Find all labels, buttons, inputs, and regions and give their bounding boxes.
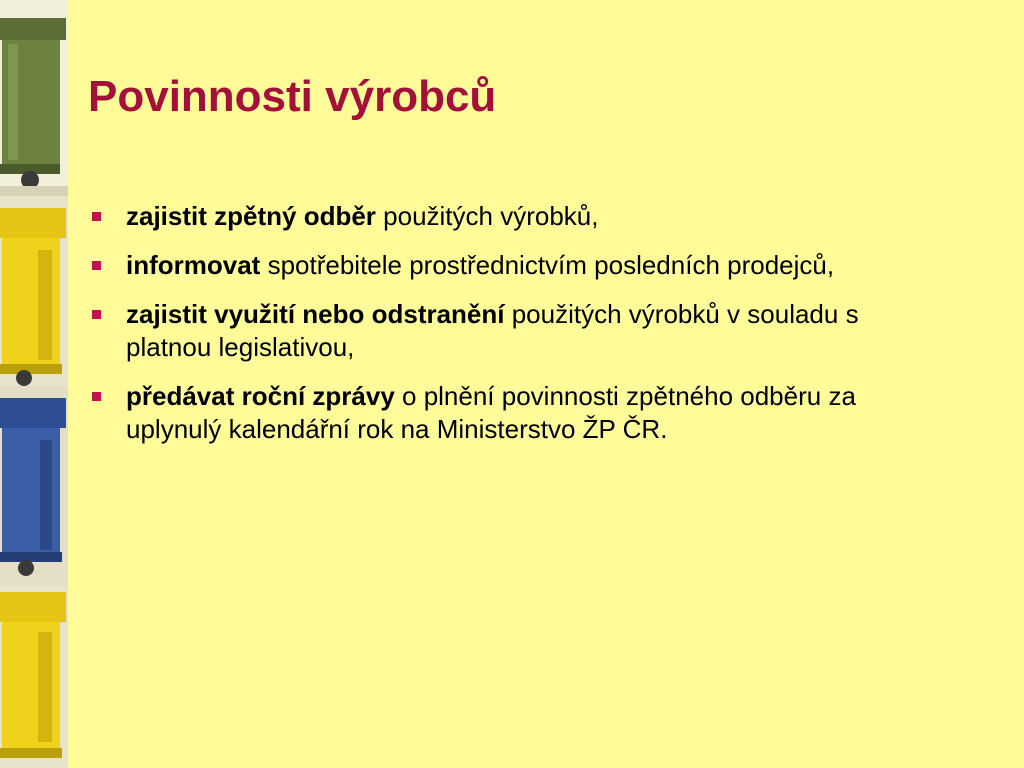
yellow-bin-icon [0, 586, 68, 768]
bullet-text: použitých výrobků v souladu s platnou legislativou, [126, 299, 859, 362]
slide-title: Povinnosti výrobců [88, 72, 497, 121]
bullet-list [88, 200, 948, 462]
square-bullet-icon [92, 212, 101, 221]
yellow-bin-icon [0, 196, 68, 386]
square-bullet-icon [92, 261, 101, 270]
bullet-text: o plnění povinnosti zpětného odběru za uplynulý kalendářní rok na Ministerstvo ŽP ČR. [126, 381, 856, 444]
square-bullet-icon [92, 310, 101, 319]
list-item [88, 298, 948, 364]
bullet-bold-text: zajistit využití nebo odstranění [126, 299, 505, 329]
bullet-text: použitých výrobků, [375, 201, 599, 231]
waste-bin-photo-strip [0, 0, 68, 768]
bullet-bold-text: předávat roční zprávy [126, 381, 395, 411]
list-item [88, 249, 948, 282]
bullet-bold-text: zajistit zpětný odběr [126, 201, 376, 231]
bullet-bold-text: informovat [126, 250, 261, 280]
list-item [88, 200, 948, 233]
green-bin-icon [0, 0, 68, 196]
square-bullet-icon [92, 392, 101, 401]
bullet-text: spotřebitele prostřednictvím posledních prodejců, [260, 250, 835, 280]
list-item [88, 380, 948, 446]
blue-bin-icon [0, 386, 68, 586]
